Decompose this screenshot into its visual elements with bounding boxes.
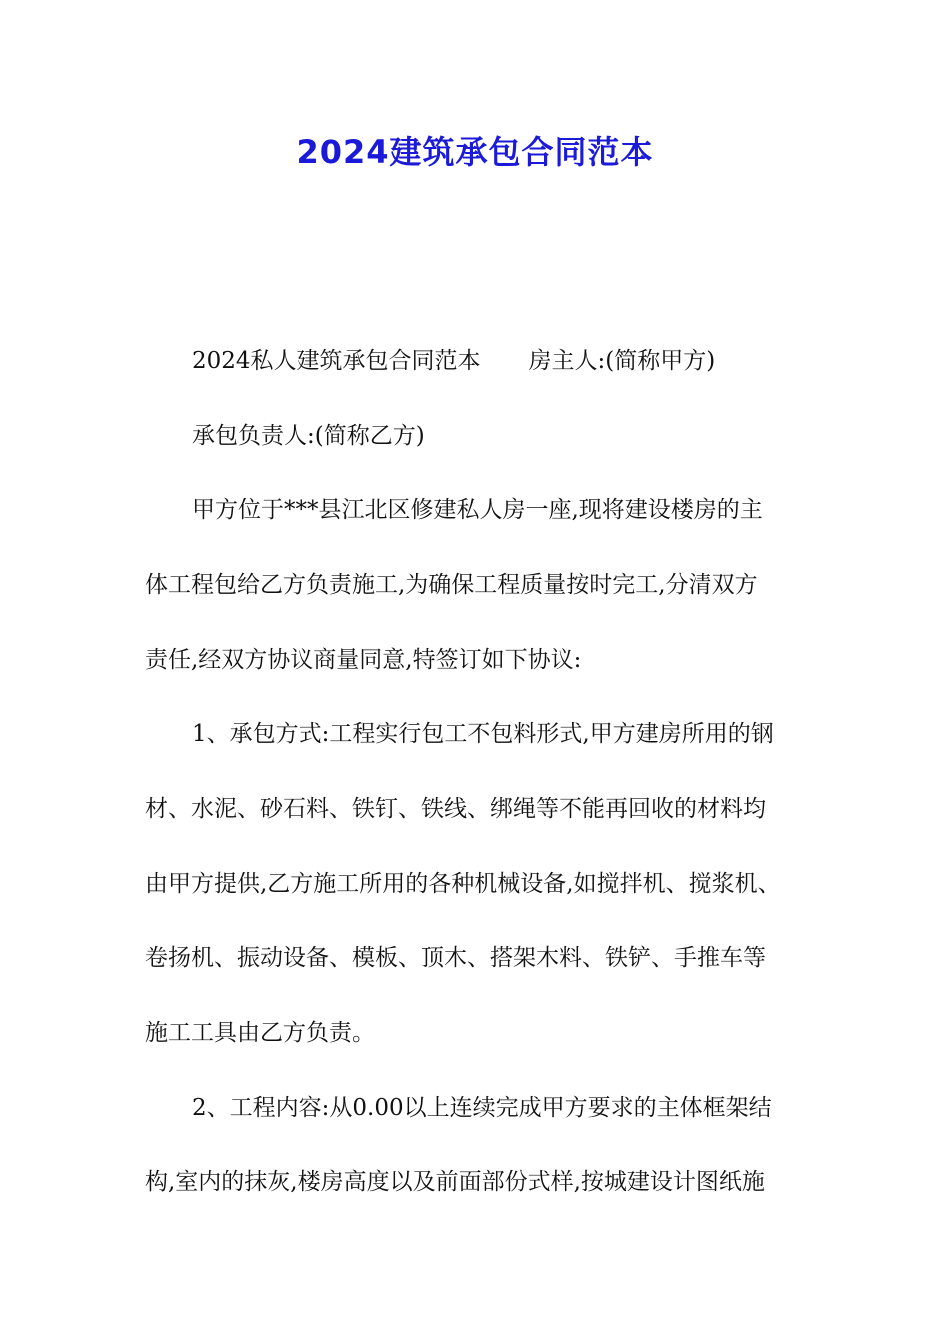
sub-title: 2024私人建筑承包合同范本 <box>192 348 481 374</box>
paragraph-line: 卷扬机、振动设备、模板、顶木、搭架木料、铁铲、手推车等 <box>145 945 766 971</box>
paragraph-line <box>192 346 882 376</box>
contractor-label: 承包负责人:(简称乙方) <box>192 423 425 449</box>
paragraph-line: 2、工程内容:从0.00以上连续完成甲方要求的主体框架结 <box>192 1095 772 1121</box>
paragraph-line: 甲方位于***县江北区修建私人房一座,现将建设楼房的主 <box>192 497 763 523</box>
paragraph-line: 体工程包给乙方负责施工,为确保工程质量按时完工,分清双方 <box>145 572 758 598</box>
paragraph-line: 施工工具由乙方负责。 <box>145 1020 375 1046</box>
document-title: 2024建筑承包合同范本 <box>296 133 654 171</box>
paragraph-line: 材、水泥、砂石料、铁钉、铁线、绑绳等不能再回收的材料均 <box>145 796 766 822</box>
paragraph-line: 由甲方提供,乙方施工所用的各种机械设备,如搅拌机、搅浆机、 <box>145 871 781 897</box>
owner-label: 房主人:(简称甲方) <box>528 348 716 374</box>
paragraph-line: 责任,经双方协议商量同意,特签订如下协议: <box>145 647 582 673</box>
paragraph-line: 1、承包方式:工程实行包工不包料形式,甲方建房所用的钢 <box>192 721 774 747</box>
paragraph-line: 构,室内的抹灰,楼房高度以及前面部份式样,按城建设计图纸施 <box>145 1169 765 1195</box>
